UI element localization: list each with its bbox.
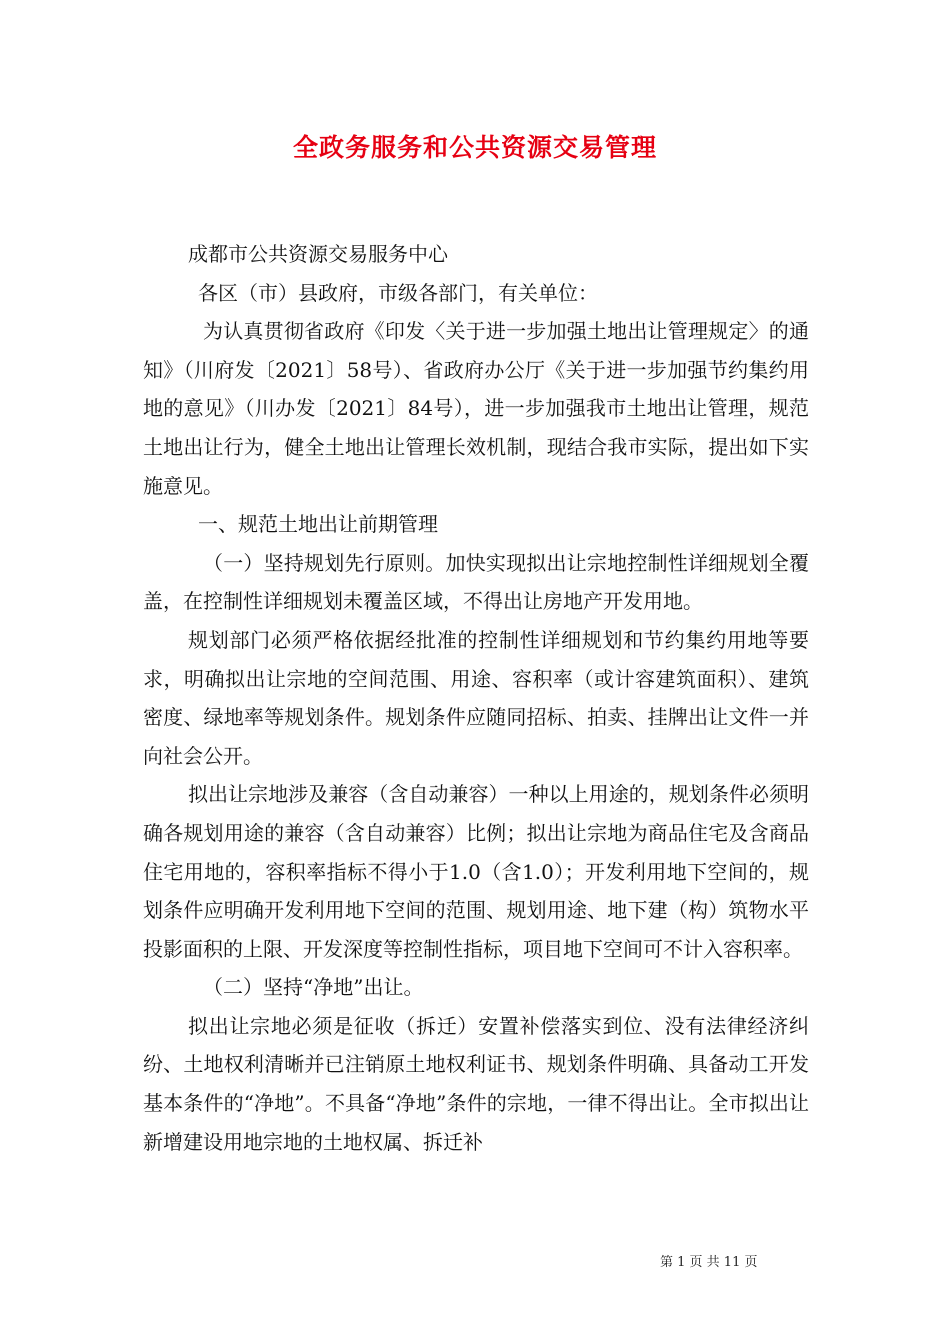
intro-paragraph: 为认真贯彻省政府《印发〈关于进一步加强土地出让管理规定〉的通知》（川府发〔2021〕58号）、省政府办公厅《关于进一步加强节约集约用地的意见》（川办发〔2021〕84号），进一步加强我市土地出让管理，规范土地出让行为，健全土地出让管理长效机制，现结合我市实际，提出如下实施意见。 [143,319,809,498]
document-body [143,235,809,1161]
compatibility-paragraph: 拟出让宗地涉及兼容（含自动兼容）一种以上用途的，规划条件必须明确各规划用途的兼容（含自动兼容）比例；拟出让宗地为商品住宅及含商品住宅用地的，容积率指标不得小于1.0（含1.0）；开发利用地下空间的，规划条件应明确开发利用地下空间的范围、规划用途、地下建（构）筑物水平投影面积的上限、开发深度等控制性指标，项目地下空间可不计入容积率。 [143,782,809,961]
subsection-2-heading: （二）坚持“净地”出让。 [203,975,424,1000]
section-heading-1: 一、规范土地出让前期管理 [198,512,438,537]
subsection-1-paragraph: （一）坚持规划先行原则。加快实现拟出让宗地控制性详细规划全覆盖，在控制性详细规划未覆盖区域，不得出让房地产开发用地。 [143,550,809,614]
salutation: 各区（市）县政府，市级各部门，有关单位： [198,280,598,305]
page-footer: 第 1 页 共 11 页 [660,1255,758,1270]
issuer-line: 成都市公共资源交易服务中心 [188,242,448,266]
planning-paragraph: 规划部门必须严格依据经批准的控制性详细规划和节约集约用地等要求，明确拟出让宗地的空间范围、用途、容积率（或计容建筑面积）、建筑密度、绿地率等规划条件。规划条件应随同招标、拍卖、挂牌出让文件一并向社会公开。 [143,627,809,768]
clean-land-paragraph: 拟出让宗地必须是征收（拆迁）安置补偿落实到位、没有法律经济纠纷、土地权利清晰并已注销原土地权利证书、规划条件明确、具备动工开发基本条件的“净地”。不具备“净地”条件的宗地，一律不得出让。全市拟出让新增建设用地宗地的土地权属、拆迁补 [143,1013,809,1154]
page-title: 全政务服务和公共资源交易管理 [292,133,657,162]
